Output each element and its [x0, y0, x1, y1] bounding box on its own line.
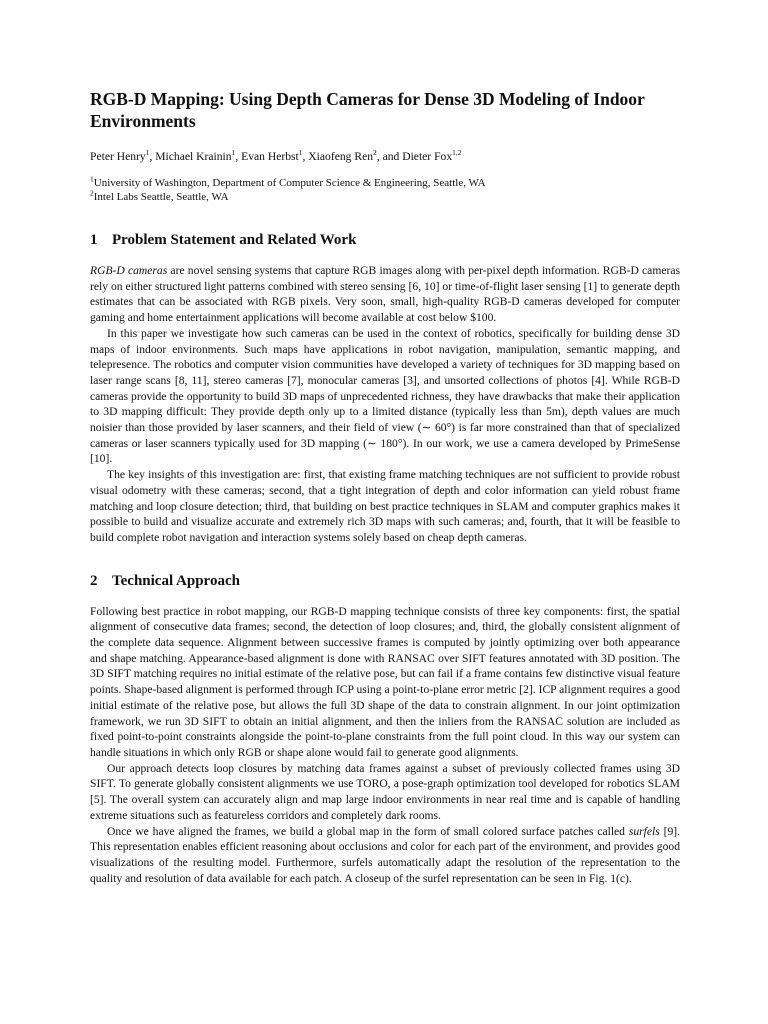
- author-affil-mark: 1: [298, 148, 303, 158]
- affiliation: [90, 176, 680, 190]
- author-name: Michael Krainin: [155, 150, 232, 163]
- paragraph-text: are novel sensing systems that capture RGB images along with per-pixel depth information. RGB-D cameras rely on either structured light patterns combined with stereo sensing [6, 10] or time-of-flight laser sensing [1] to generate depth estimates that can be associated with RGB pixels. Very soon, small, high-quality RGB-D cameras developed for computer gaming and home entertainment applications will become available at cost below $100.: [90, 264, 681, 325]
- paragraph: In this paper we investigate how such cameras can be used in the context of robotics, specifically for building dense 3D maps of indoor environments. Such maps have applications in robot navigation, manipulation, semantic mapping, and telepresence. The robotics and computer vision communities have developed a variety of techniques for 3D mapping based on laser range scans [8, 11], stereo cameras [7], monocular cameras [3], and unsorted collections of photos [4]. While RGB-D cameras provide the opportunity to build 3D maps of unprecedented richness, they have drawbacks that make their application to 3D mapping difficult: They provide depth only up to a limited distance (typically less than 5m), depth values are much noisier than those provided by laser scanners, and their field of view (∼ 60°) is far more constrained than that of specialized cameras or laser scanners typically used for 3D mapping (∼ 180°). In our work, we use a camera developed by PrimeSense [10].: [90, 326, 680, 466]
- author-affil-mark: 1,2: [452, 148, 462, 158]
- author-name: Dieter Fox: [402, 150, 453, 163]
- author-list: [90, 150, 680, 164]
- affil-mark: 1: [90, 174, 94, 184]
- affiliation-list: [90, 176, 680, 204]
- author-affil-mark: 1: [145, 148, 150, 158]
- paragraph-text: Once we have aligned the frames, we build a global map in the form of small colored surface patches called: [107, 824, 629, 838]
- section-heading: [90, 572, 680, 590]
- section-number: 1: [90, 232, 98, 248]
- author-name: Evan Herbst: [241, 150, 299, 163]
- section-title: Technical Approach: [112, 572, 240, 589]
- author-name: Xiaofeng Ren: [308, 150, 374, 163]
- paragraph: [90, 263, 680, 326]
- paragraph: Following best practice in robot mapping, our RGB-D mapping technique consists of three key components: first, the spatial alignment of consecutive data frames; second, the detection of loop closures; and, third, the globally consistent alignment of the complete data sequence. Alignment between successive frames is computed by jointly optimizing over both appearance and shape matching. Appearance-based alignment is done with RANSAC over SIFT features annotated with 3D position. The 3D SIFT matching requires no initial estimate of the relative pose, but can fail if a frame contains few distinctive visual feature points. Shape-based alignment is performed through ICP using a point-to-plane error metric [2]. ICP alignment requires a good initial estimate of the relative pose, but allows the full 3D shape of the data to constrain alignment. In our joint optimization framework, we run 3D SIFT to obtain an initial alignment, and then the inliers from the RANSAC solution are included as fixed point-to-point constraints alongside the point-to-plane constraints from the full point cloud. In this way our system can handle situations in which only RGB or shape alone would fail to generate good alignments.: [90, 604, 680, 759]
- affiliation: [90, 190, 680, 204]
- author-separator: ,: [149, 150, 156, 163]
- section-title: Problem Statement and Related Work: [112, 232, 357, 248]
- author-affil-mark: 2: [373, 148, 377, 158]
- paragraph: Our approach detects loop closures by matching data frames against a subset of previously collected frames using 3D SIFT. To generate globally consistent alignments we use TORO, a pose-graph optimization tool developed for robotics SLAM [5]. The overall system can accurately align and map large indoor environments in near real time and is capable of handling extreme situations such as featureless corridors and completely dark rooms.: [90, 761, 680, 822]
- paper-title: RGB-D Mapping: Using Depth Cameras for Dense 3D Modeling of Indoor Environments: [90, 89, 645, 131]
- author-separator: , and: [376, 150, 403, 163]
- section-number: 2: [90, 572, 98, 589]
- author-name: Peter Henry: [90, 150, 146, 163]
- author-separator: ,: [235, 150, 242, 163]
- affiliation-text: University of Washington, Department of Computer Science & Engineering, Seattle, WA: [93, 177, 486, 189]
- emphasis-term: RGB-D cameras: [90, 264, 168, 277]
- affiliation-text: Intel Labs Seattle, Seattle, WA: [93, 191, 229, 203]
- author-separator: ,: [302, 150, 309, 163]
- paragraph: The key insights of this investigation are: first, that existing frame matching techniques are not sufficient to provide robust visual odometry with these cameras; second, that a tight integration of depth and color information can yield robust frame matching and loop closure detection; third, that building on best practice techniques in SLAM and computer graphics makes it possible to build and visualize accurate and extremely rich 3D maps with such cameras; and, fourth, that it will be feasible to build complete robot navigation and interaction systems solely based on cheap depth cameras.: [90, 468, 680, 544]
- author-affil-mark: 1: [231, 148, 236, 158]
- emphasis-term: surfels: [628, 824, 660, 838]
- paragraph: [90, 824, 680, 887]
- section-heading: [90, 231, 680, 249]
- paragraph-text: [9]. This representation enables efficient reasoning about occlusions and color for each part of the environment, and provides good visualizations of the resulting model. Furthermore, surfels automatically adapt the resolution of the representation to the quality and resolution of data available for each patch. A closeup of the surfel representation can be seen in Fig. 1(c).: [90, 824, 680, 885]
- affil-mark: 2: [90, 188, 94, 198]
- paper-page: [90, 88, 680, 886]
